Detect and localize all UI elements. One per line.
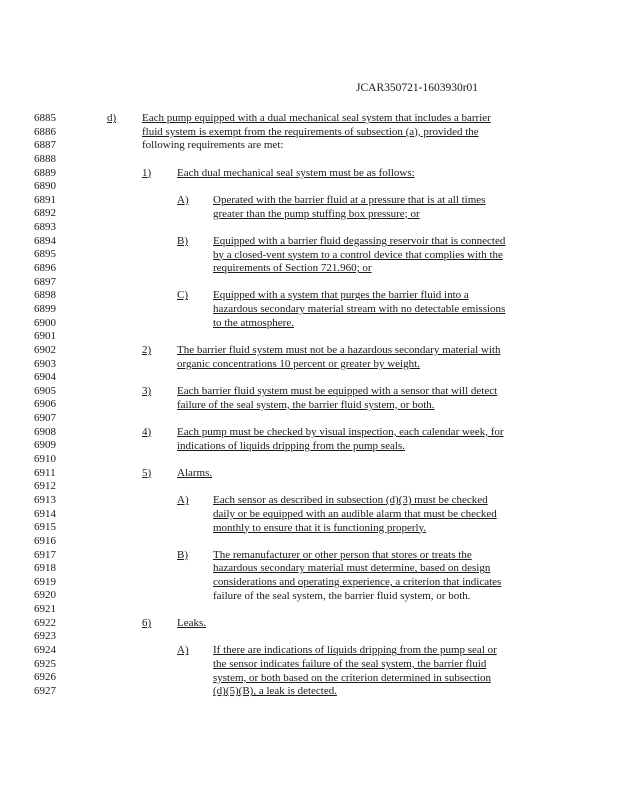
text-line: Each barrier fluid system must be equipped with a sensor that will detect — [177, 385, 498, 397]
line-number: 6926 — [34, 671, 56, 684]
line-number: 6902 — [34, 343, 56, 356]
document-id: JCAR350721-1603930r01 — [356, 82, 479, 94]
text-line: The barrier fluid system must not be a hazardous secondary material with — [177, 344, 501, 357]
line-number: 6890 — [34, 180, 56, 193]
line-number: 6898 — [34, 289, 56, 302]
label-6A: A) — [177, 644, 189, 657]
line-number: 6923 — [34, 630, 56, 643]
line-number: 6911 — [34, 466, 56, 479]
label-3: 3) — [142, 385, 152, 397]
text-line: (d)(5)(B), a leak is detected. — [213, 685, 337, 698]
line-number: 6897 — [34, 275, 56, 288]
line-number: 6888 — [34, 152, 56, 165]
line-number: 6887 — [34, 139, 56, 152]
line-number: 6925 — [34, 657, 56, 670]
text-line: Equipped with a system that purges the barrier fluid into a — [213, 289, 469, 302]
line-number: 6899 — [34, 302, 56, 315]
text-line: If there are indications of liquids dripping from the pump seal or — [213, 644, 497, 657]
text-line: Each pump equipped with a dual mechanical seal system that includes a barrier — [142, 112, 491, 124]
line-number: 6908 — [34, 425, 56, 438]
line-number: 6922 — [34, 616, 56, 629]
line-number: 6907 — [34, 412, 56, 425]
text-line: to the atmosphere. — [213, 316, 294, 329]
text-line: Leaks. — [177, 617, 207, 630]
text-line: Each pump must be checked by visual inspection, each calendar week, for — [177, 425, 504, 438]
label-d: d) — [107, 112, 117, 124]
text-line: by a closed-vent system to a control device that complies with the — [213, 248, 503, 261]
line-number: 6891 — [34, 193, 56, 206]
line-number: 6919 — [34, 575, 56, 588]
text-line: following requirements are met: — [142, 139, 284, 152]
line-number: 6918 — [34, 562, 56, 575]
text-line: considerations and operating experience, a criterion that indicates — [213, 576, 502, 589]
line-number: 6903 — [34, 357, 56, 370]
text-line: organic concentrations 10 percent or greater by weight. — [177, 357, 420, 370]
text-line: daily or be equipped with an audible alarm that must be checked — [213, 507, 497, 520]
label-1: 1) — [142, 166, 152, 179]
line-number: 6916 — [34, 534, 56, 547]
line-number: 6915 — [34, 521, 56, 534]
line-number: 6901 — [34, 330, 56, 343]
line-number: 6910 — [34, 453, 56, 466]
line-number: 6894 — [34, 234, 56, 247]
text-line: Equipped with a barrier fluid degassing reservoir that is connected — [213, 234, 506, 247]
text-line: hazardous secondary material stream with no detectable emissions — [213, 303, 506, 316]
line-number: 6885 — [34, 112, 56, 124]
line-number-column — [34, 112, 74, 699]
line-number: 6905 — [34, 384, 56, 397]
label-2: 2) — [142, 344, 152, 357]
text-line: requirements of Section 721.960; or — [213, 262, 372, 275]
text-line: fluid system is exempt from the requirements of subsection (a), provided the — [142, 125, 479, 138]
text-line: The remanufacturer or other person that stores or treats the — [213, 548, 472, 561]
line-number: 6927 — [34, 684, 56, 697]
label-1C: C) — [177, 289, 188, 302]
text-line: greater than the pump stuffing box pressure; or — [213, 207, 420, 220]
label-1A: A) — [177, 193, 189, 206]
line-number: 6914 — [34, 507, 56, 520]
line-number: 6892 — [34, 207, 56, 220]
text-line: Operated with the barrier fluid at a pressure that is at all times — [213, 193, 486, 206]
label-6: 6) — [142, 617, 152, 630]
text-line: system, or both based on the criterion determined in subsection — [213, 671, 491, 684]
line-number: 6900 — [34, 316, 56, 329]
line-number: 6909 — [34, 439, 56, 452]
label-4: 4) — [142, 425, 152, 438]
text-line: monthly to ensure that it is functioning properly. — [213, 521, 427, 534]
text-line: Each dual mechanical seal system must be as follows: — [177, 166, 415, 179]
line-number: 6906 — [34, 398, 56, 411]
line-number: 6893 — [34, 221, 56, 234]
line-number: 6896 — [34, 262, 56, 275]
text-line: Each sensor as described in subsection (d)(3) must be checked — [213, 494, 488, 507]
text-line: the sensor indicates failure of the seal system, the barrier fluid — [213, 658, 487, 670]
text-line: failure of the seal system, the barrier fluid system, or both. — [177, 398, 435, 411]
label-1B: B) — [177, 234, 188, 247]
label-5A: A) — [177, 494, 189, 507]
line-number: 6886 — [34, 125, 56, 138]
text-line: failure of the seal system, the barrier fluid system, or both. — [213, 589, 471, 602]
label-5B: B) — [177, 548, 188, 561]
line-number: 6889 — [34, 166, 56, 179]
line-number: 6924 — [34, 643, 56, 656]
line-number: 6912 — [34, 480, 56, 493]
line-number: 6913 — [34, 493, 56, 506]
line-number: 6917 — [34, 548, 56, 561]
text-line: hazardous secondary material must determine, based on design — [213, 562, 491, 575]
label-5: 5) — [142, 466, 152, 479]
line-number: 6904 — [34, 371, 56, 384]
text-line: Alarms. — [177, 466, 213, 479]
text-line: indications of liquids dripping from the pump seals. — [177, 439, 405, 452]
line-number: 6895 — [34, 248, 56, 261]
line-number: 6921 — [34, 603, 56, 616]
line-number: 6920 — [34, 589, 56, 602]
